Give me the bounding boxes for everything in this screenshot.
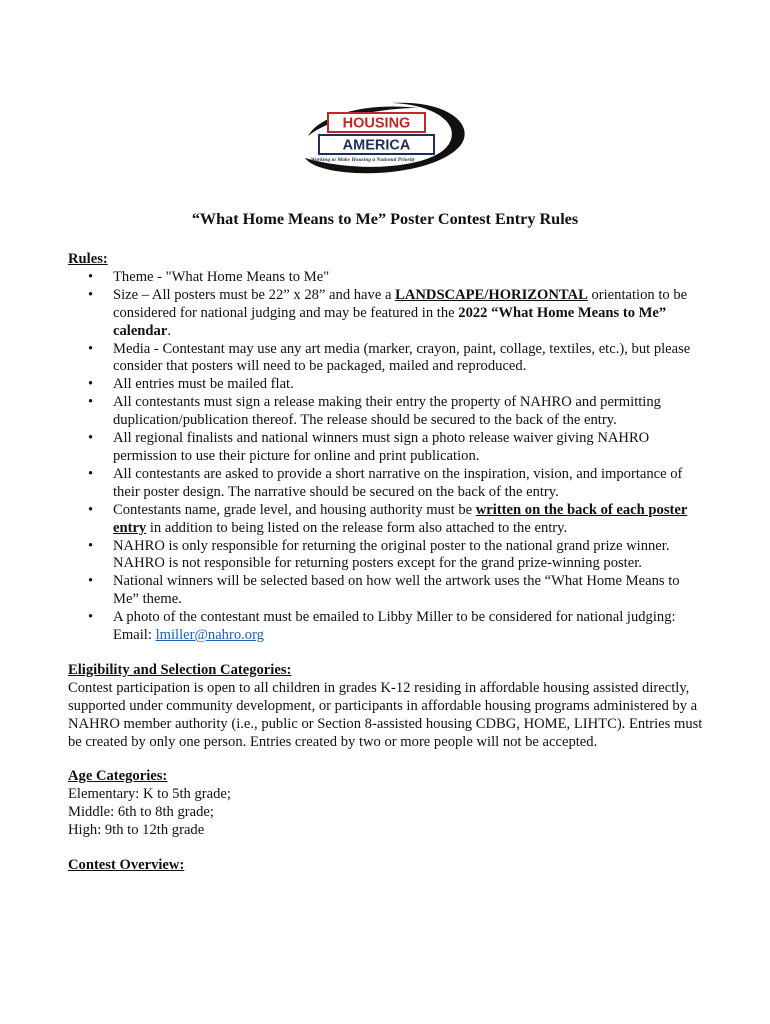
bullet-icon: • xyxy=(88,501,94,518)
eligibility-text: Contest participation is open to all children in grades K-12 residing in affordable housing assisted directly, supported under community development, or participants in affordable housing programs administered by a NAHRO member authority (i.e., public or Section 8-assisted housing CDBG, HOME, LIHTC). Entries must be created by only one person. Entries created by two or more people will not be accepted. xyxy=(68,679,703,750)
list-item: • All regional finalists and national winners must sign a photo release waiver giving NAHRO permission to use their picture for online and print publication. xyxy=(88,430,650,464)
bullet-icon: • xyxy=(88,340,94,357)
bullet-icon: • xyxy=(88,573,94,590)
list-item: • All contestants are asked to provide a short narrative on the inspiration, vision, and importance of their poster design. The narrative should be secured on the back of the entry. xyxy=(88,465,683,500)
bullet-icon: • xyxy=(88,286,94,303)
list-item: • All contestants must sign a release making their entry the property of NAHRO and permitting duplication/publication thereof. The release should be secured to the back of the entry. xyxy=(88,394,661,429)
age-line-high: High: 9th to 12th grade xyxy=(68,822,205,839)
age-heading: Age Categories: xyxy=(68,768,168,785)
bullet-icon: • xyxy=(88,394,94,411)
age-line-middle: Middle: 6th to 8th grade; xyxy=(68,804,214,821)
eligibility-section xyxy=(68,662,708,752)
list-item: • Size – All posters must be 22” x 28” and have a LANDSCAPE/HORIZONTAL orientation to be considered for national judging and may be featured in the 2022 “What Home Means to Me” calendar. xyxy=(88,286,688,339)
overview-heading: Contest Overview: xyxy=(68,857,185,874)
bullet-icon: • xyxy=(88,430,94,447)
overview-section xyxy=(68,857,708,875)
logo-top-word: HOUSING xyxy=(342,115,411,132)
rules-list xyxy=(68,269,708,645)
back-of-entry-emphasis: written on the back of each poster entry xyxy=(113,501,688,536)
bullet-icon: • xyxy=(88,465,94,482)
rules-heading: Rules: xyxy=(68,251,108,267)
list-item: • All entries must be mailed flat. xyxy=(88,376,294,393)
housing-america-logo xyxy=(300,96,470,180)
orientation-emphasis: LANDSCAPE/HORIZONTAL xyxy=(395,286,588,303)
age-section xyxy=(68,768,708,840)
bullet-icon: • xyxy=(88,609,94,626)
age-line-elementary: Elementary: K to 5th grade; xyxy=(68,786,231,803)
list-item: • Contestants name, grade level, and housing authority must be written on the back of each poster entry in addition to being listed on the release form also attached to the entry. xyxy=(88,501,688,536)
bullet-icon: • xyxy=(88,376,94,393)
logo-bottom-word: AMERICA xyxy=(342,137,411,154)
list-item: • A photo of the contestant must be emailed to Libby Miller to be considered for national judging: Email: lmiller@nahro.org xyxy=(88,609,676,644)
eligibility-heading: Eligibility and Selection Categories: xyxy=(68,661,292,678)
housing-america-logo-graphic xyxy=(300,96,470,180)
bullet-icon: • xyxy=(88,268,94,285)
logo-tagline: Working to Make Housing a National Priority xyxy=(310,157,416,163)
email-link[interactable]: lmiller@nahro.org xyxy=(155,627,264,644)
list-item: • National winners will be selected based on how well the artwork uses the “What Home Means to Me” theme. xyxy=(88,573,680,608)
document-body xyxy=(68,251,708,875)
list-item: • Media - Contestant may use any art media (marker, crayon, paint, collage, textiles, etc.), but please consider that posters will need to be packaged, mailed and reproduced. xyxy=(88,340,691,375)
list-item: • Theme - "What Home Means to Me" xyxy=(88,268,330,285)
page-title: “What Home Means to Me” Poster Contest Entry Rules xyxy=(191,210,579,228)
bullet-icon: • xyxy=(88,537,94,554)
calendar-emphasis: 2022 “What Home Means to Me” calendar xyxy=(113,304,667,339)
list-item: • NAHRO is only responsible for returning the original poster to the national grand prize winner. NAHRO is not responsible for returning posters except for the grand prize-winning poster. xyxy=(88,537,670,572)
